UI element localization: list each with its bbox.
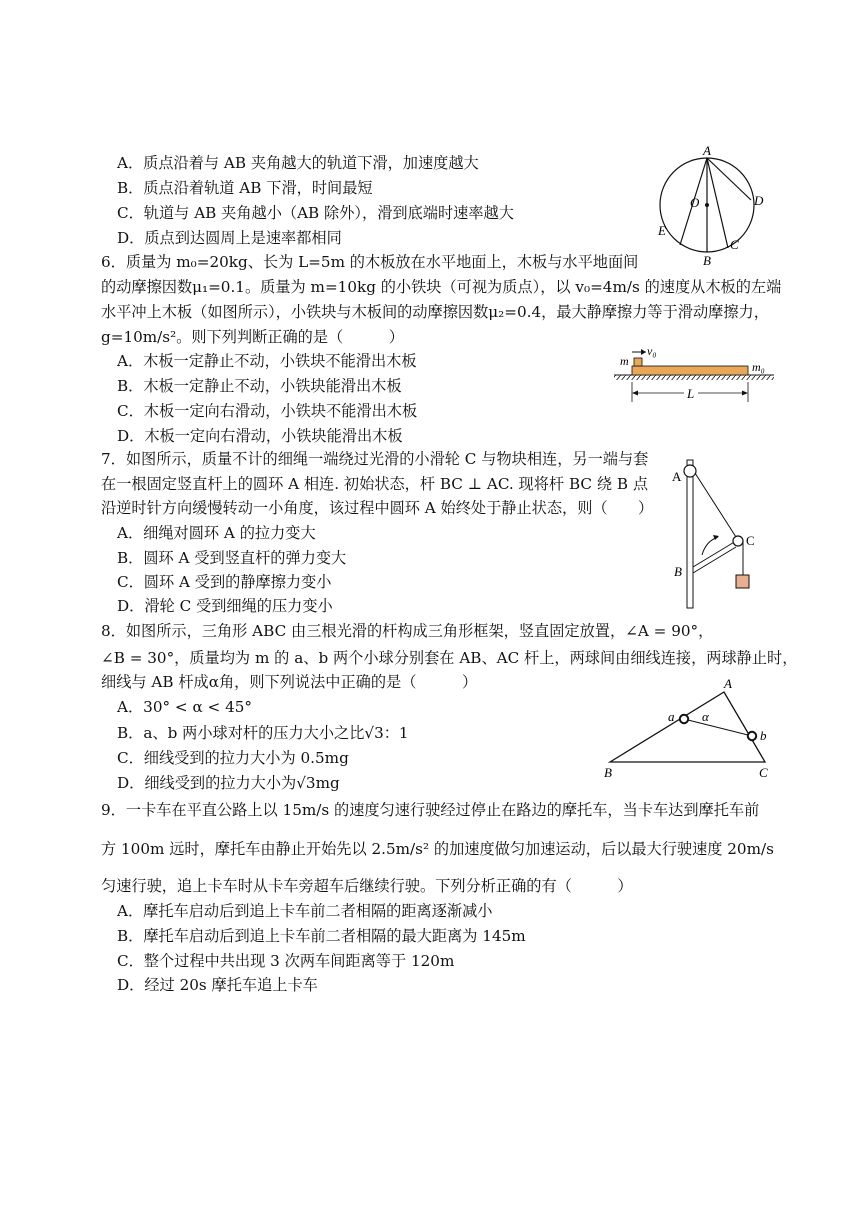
q6-label-m0: m₀ bbox=[752, 360, 765, 374]
q8-stem-line-1: 8．如图所示，三角形 ABC 由三根光滑的杆构成三角形框架，竖直固定放置，∠A = 90°， bbox=[101, 622, 714, 640]
q6-board-figure bbox=[610, 340, 780, 405]
q6-stem-line-2: 的动摩擦因数μ₁=0.1。质量为 m=10kg 的小铁块（可视为质点），以 v₀=4m/s 的速度从木板的左端 bbox=[101, 278, 782, 296]
q7-stem-line-2: 在一根固定竖直杆上的圆环 A 相连. 初始状态，杆 BC ⊥ AC. 现将杆 BC 绕 B 点 bbox=[101, 475, 649, 493]
q5-circle-figure bbox=[650, 145, 770, 265]
q9-stem-line-1: 9．一卡车在平直公路上以 15m/s 的速度匀速行驶经过停止在路边的摩托车，当卡车达到摩托车前 bbox=[101, 801, 760, 819]
q9-option-d: D．经过 20s 摩托车追上卡车 bbox=[117, 976, 318, 994]
q7-stem-line-3: 沿逆时针方向缓慢转动一小角度，该过程中圆环 A 始终处于静止状态，则（ ） bbox=[101, 499, 654, 517]
q6-option-a: A．木板一定静止不动，小铁块不能滑出木板 bbox=[117, 352, 417, 370]
q7-option-b: B．圆环 A 受到竖直杆的弹力变大 bbox=[117, 549, 347, 567]
q5-label-c: C bbox=[730, 237, 739, 252]
q8-label-ball-b: b bbox=[760, 728, 767, 743]
q8-stem-line-3: 细线与 AB 杆成α角，则下列说法中正确的是（ ） bbox=[101, 673, 478, 691]
q7-pulley-figure bbox=[670, 455, 765, 610]
q7-label-b: B bbox=[674, 564, 682, 579]
q6-option-d: D．木板一定向右滑动，小铁块能滑出木板 bbox=[117, 427, 403, 445]
q9-stem-line-3: 匀速行驶，追上卡车时从卡车旁超车后继续行驶。下列分析正确的有（ ） bbox=[101, 877, 633, 895]
q5-label-o: O bbox=[690, 195, 700, 210]
q7-label-a: A bbox=[672, 469, 682, 484]
q6-option-b: B．木板一定静止不动，小铁块能滑出木板 bbox=[117, 377, 402, 395]
q8-option-a: A．30° < α < 45° bbox=[117, 698, 253, 716]
q8-option-c: C．细线受到的拉力大小为 0.5mg bbox=[117, 749, 349, 767]
q6-stem-line-4: g=10m/s²。则下列判断正确的是（ ） bbox=[101, 328, 404, 346]
q7-stem-line-1: 7．如图所示，质量不计的细绳一端绕过光滑的小滑轮 C 与物块相连，另一端与套 bbox=[101, 450, 649, 468]
q7-option-c: C．圆环 A 受到的静摩擦力变小 bbox=[117, 573, 332, 591]
q7-label-c: C bbox=[746, 533, 755, 548]
q8-label-b-vertex: B bbox=[604, 765, 612, 780]
q9-stem-line-2: 方 100m 远时，摩托车由静止开始先以 2.5m/s² 的加速度做匀加速运动，后以最大行驶速度 20m/s bbox=[101, 840, 774, 858]
q6-label-v0: v₀ bbox=[647, 344, 657, 358]
q9-option-c: C．整个过程中共出现 3 次两车间距离等于 120m bbox=[117, 952, 455, 970]
q5-option-c: C．轨道与 AB 夹角越小（AB 除外），滑到底端时速率越大 bbox=[117, 204, 514, 222]
q8-option-d: D．细线受到的拉力大小为√3mg bbox=[117, 774, 340, 792]
q8-stem-line-2: ∠B = 30°，质量均为 m 的 a、b 两个小球分别套在 AB、AC 杆上，两球间由细线连接，两球静止时， bbox=[101, 649, 798, 667]
q8-label-ball-a: a bbox=[668, 709, 675, 724]
q6-label-l: L bbox=[687, 386, 695, 401]
q5-label-b: B bbox=[703, 253, 711, 265]
q6-stem-line-1: 6．质量为 m₀=20kg、长为 L=5m 的木板放在水平地面上，木板与水平地面间 bbox=[101, 253, 639, 271]
q5-option-d: D．质点到达圆周上是速率都相同 bbox=[117, 229, 342, 247]
q5-label-a: A bbox=[703, 145, 711, 158]
q5-label-e: E bbox=[658, 223, 666, 238]
q8-option-b: B．a、b 两小球对杆的压力大小之比√3：1 bbox=[117, 724, 409, 742]
q6-label-m: m bbox=[620, 354, 629, 368]
q6-option-c: C．木板一定向右滑动，小铁块不能滑出木板 bbox=[117, 402, 418, 420]
q8-label-a-vertex: A bbox=[724, 676, 732, 691]
q7-option-d: D．滑轮 C 受到细绳的压力变小 bbox=[117, 597, 333, 615]
q9-option-a: A．摩托车启动后到追上卡车前二者相隔的距离逐渐减小 bbox=[117, 902, 493, 920]
q5-option-b: B．质点沿着轨道 AB 下滑，时间最短 bbox=[117, 179, 373, 197]
q8-triangle-figure bbox=[598, 676, 788, 781]
q8-label-c-vertex: C bbox=[759, 765, 768, 780]
q5-label-d: D bbox=[754, 193, 764, 208]
q9-option-b: B．摩托车启动后到追上卡车前二者相隔的最大距离为 145m bbox=[117, 927, 526, 945]
q7-option-a: A．细绳对圆环 A 的拉力变大 bbox=[117, 524, 316, 542]
q5-option-a: A．质点沿着与 AB 夹角越大的轨道下滑，加速度越大 bbox=[117, 154, 479, 172]
q8-label-alpha: α bbox=[702, 709, 709, 724]
q6-stem-line-3: 水平冲上木板（如图所示），小铁块与木板间的动摩擦因数μ₂=0.4，最大静摩擦力等于滑动摩擦力， bbox=[101, 303, 769, 321]
